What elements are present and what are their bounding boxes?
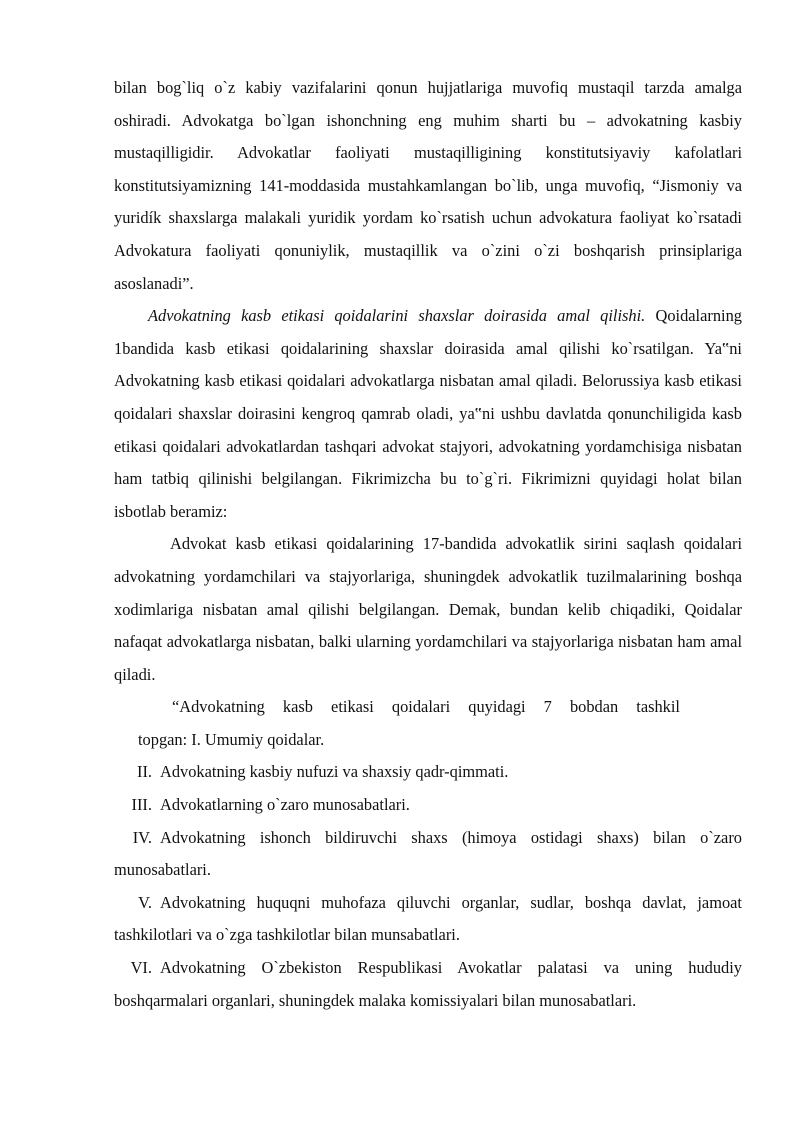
chapter-number: V. bbox=[138, 892, 152, 912]
chapters-intro-line1: “Advokatning kasb etikasi qoidalari quyidagi 7 bobdan tashkil bbox=[172, 697, 680, 717]
list-item bbox=[114, 756, 742, 789]
list-item bbox=[114, 887, 742, 952]
chapter-title: Advokatlarning o`zaro munosabatlari. bbox=[160, 795, 410, 815]
chapter-title: Advokatning huquqni muhofaza qiluvchi organlar, sudlar, boshqa davlat, jamoat tashkilotlari va o`zga tashkilotlar bilan munsabatlari. bbox=[114, 892, 742, 945]
chapter-title: Advokatning kasbiy nufuzi va shaxsiy qadr-qimmati. bbox=[160, 762, 509, 782]
list-item bbox=[114, 952, 742, 1017]
chapter-title: Advokatning ishonch bildiruvchi shaxs (himoya ostidagi shaxs) bilan o`zaro munosabatlari. bbox=[114, 827, 742, 880]
paragraph-confidentiality: Advokat kasb etikasi qoidalarining 17-bandida advokatlik sirini saqlash qoidalari advokatning yordamchilari va stajyorlariga, shuningdek advokatlik tuzilmalarining boshqa xodimlariga nisbatan amal qilishi belgilangan. Demak, bundan kelib chiqadiki, Qoidalar nafaqat advokatlarga nisbatan, balki ularning yordamchilari va stajyorlariga nisbatan ham amal qiladi. bbox=[114, 534, 742, 684]
paragraph-heading: Advokatning kasb etikasi qoidalarini shaxslar doirasida amal qilishi. bbox=[148, 306, 646, 326]
list-item bbox=[114, 789, 742, 822]
chapters-list bbox=[114, 756, 742, 1017]
list-item bbox=[114, 822, 742, 887]
paragraph-scope bbox=[114, 300, 742, 528]
chapter-number: IV. bbox=[132, 827, 152, 847]
chapter-number: VI. bbox=[130, 958, 152, 978]
paragraph-independence: bilan bog`liq o`z kabiy vazifalarini qonun hujjatlariga muvofiq mustaqil tarzda amalga oshiradi. Advokatga bo`lgan ishonchning eng muhim sharti bu – advokatning kasbiy mustaqilligidir. Advokatlar faoliyati mustaqilligining konstitutsiyaviy kafolatlari konstitutsiyamizning 141-moddasida mustahkamlangan bo`lib, unga muvofiq, “Jismoniy va yuridík shaxslarga malakali yuridik yordam ko`rsatish uchun advokatura faoliyat ko`rsatadi Advokatura faoliyati qonuniylik, mustaqillik va o`zini o`zi boshqarish prinsiplariga asoslanadi”. bbox=[114, 78, 742, 293]
chapters-intro-line2: topgan: I. Umumiy qoidalar. bbox=[138, 729, 325, 749]
chapters-intro bbox=[114, 691, 742, 756]
document-page bbox=[114, 72, 742, 1017]
paragraph-body: Qoidalarning 1bandida kasb etikasi qoidalarining shaxslar doirasida amal qilishi ko`rsatilgan. Ya‟ni Advokatning kasb etikasi qoidalari advokatlarga nisbatan amal qiladi. Belorussiya kasb etikasi qoidalari shaxslar doirasini kengroq qamrab oladi, ya‟ni ushbu davlatda qonunchiligida kasb etikasi qoidalari advokatlardan tashqari advokat stajyori, advokatning yordamchisiga nisbatan ham tatbiq qilinishi belgilangan. Fikrimizcha bu to`g`ri. Fikrimizni quyidagi holat bilan isbotlab beramiz: bbox=[114, 306, 742, 521]
chapter-number: II. bbox=[136, 762, 152, 782]
chapter-title: Advokatning O`zbekiston Respublikasi Avokatlar palatasi va uning hududiy boshqarmalari organlari, shuningdek malaka komissiyalari bilan munosabatlari. bbox=[114, 958, 742, 1010]
chapter-number: III. bbox=[131, 795, 152, 815]
